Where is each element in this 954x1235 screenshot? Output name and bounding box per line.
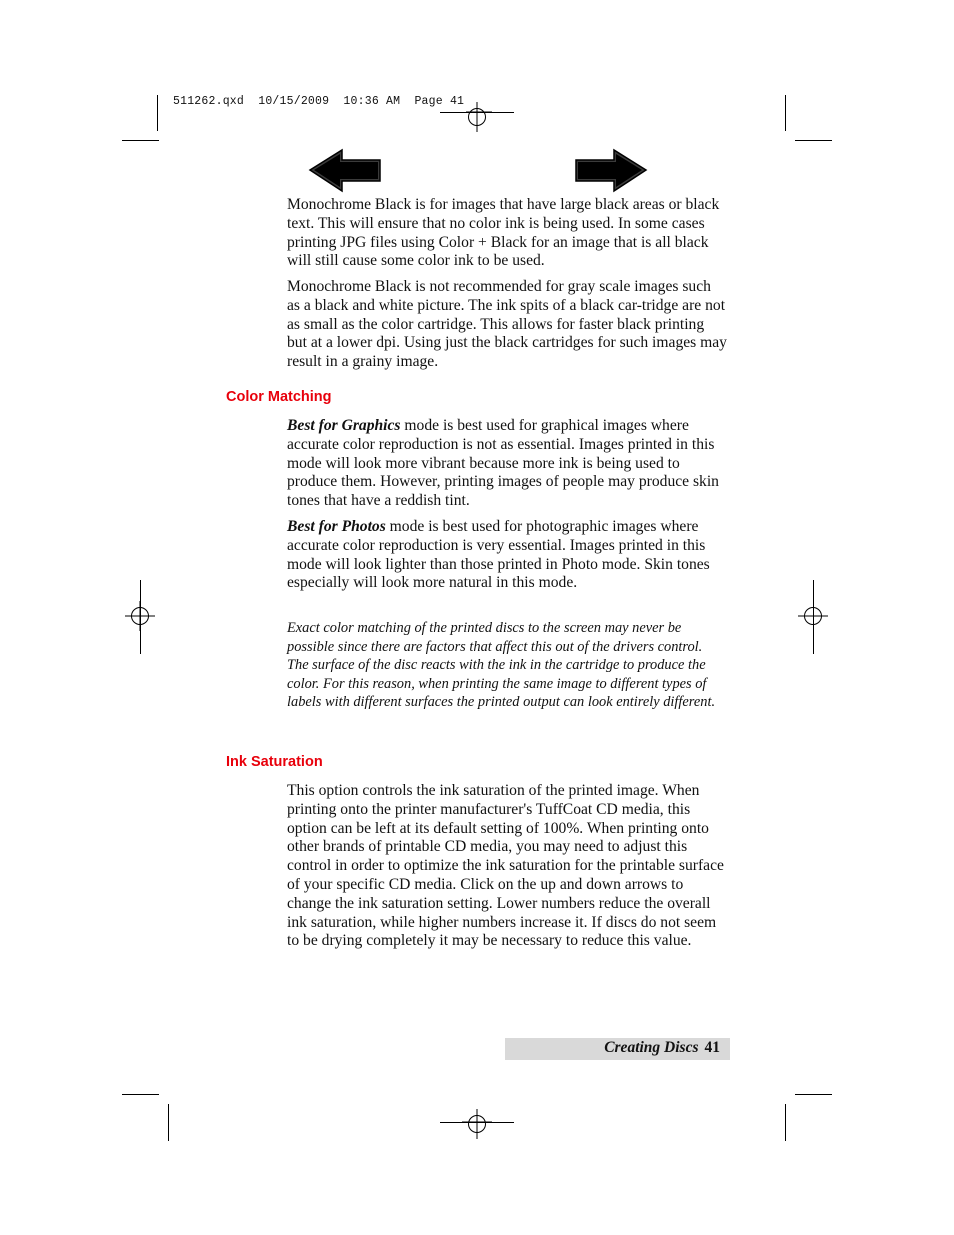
registration-line-top bbox=[440, 112, 514, 113]
registration-mark-bottom bbox=[462, 1109, 492, 1139]
registration-mark-top bbox=[462, 102, 492, 132]
crop-mark-bottom-right-h bbox=[795, 1094, 832, 1095]
crop-mark-bottom-left-v bbox=[168, 1104, 169, 1141]
crop-mark-top-left-h bbox=[122, 140, 159, 141]
crop-mark-top-right-h bbox=[795, 140, 832, 141]
best-for-graphics-text: mode is best used for graphical images where accurate color reproduction is not as essential. Images printed in this mode will look more vibrant because more ink is being used to produce them. However, printing images of people may produce skin tones that have a reddish tint. bbox=[287, 417, 719, 510]
monochrome-paragraph-1: Monochrome Black is for images that have large black areas or black text. This will ensure that no color ink is being used. In some cases printing JPG files using Color + Black for an image that is all black will still cause some color ink to be used. bbox=[287, 196, 720, 270]
page-number: 41 bbox=[704, 1039, 720, 1056]
page-footer bbox=[505, 1038, 730, 1060]
best-for-photos-paragraph bbox=[287, 518, 727, 593]
best-for-graphics-term: Best for Graphics bbox=[287, 417, 401, 434]
slug-line: 511262.qxd 10/15/2009 10:36 AM Page 41 bbox=[173, 95, 465, 108]
color-matching-note: Exact color matching of the printed discs to the screen may never be possible since there are factors that affect this out of the drivers control. The surface of the disc reacts with the ink in the cartridge to produce the color. For this reason, when printing the same image to different types of labels with different surfaces the printed output can look entirely different. bbox=[287, 620, 716, 711]
best-for-photos-term: Best for Photos bbox=[287, 518, 386, 535]
registration-line-left bbox=[140, 580, 141, 654]
registration-line-bottom bbox=[440, 1122, 514, 1123]
registration-line-right bbox=[813, 580, 814, 654]
crop-mark-bottom-left-h bbox=[122, 1094, 159, 1095]
back-arrow-button[interactable] bbox=[308, 148, 382, 194]
ink-saturation-heading: Ink Saturation bbox=[226, 754, 323, 770]
ink-saturation-paragraph: This option controls the ink saturation of the printed image. When printing onto the printer manufacturer's TuffCoat CD media, this option can be left at its default setting of 100%. When printing onto other brands of printable CD media, you may need to adjust this control in order to optimize the ink saturation for the printable surface of your specific CD media. Click on the up and down arrows to change the ink saturation setting. Lower numbers reduce the overall ink saturation, while higher numbers increase it. If discs do not seem to be drying completely it may be necessary to reduce this value. bbox=[287, 782, 724, 950]
color-matching-heading: Color Matching bbox=[226, 389, 332, 405]
crop-mark-bottom-right-v bbox=[785, 1104, 786, 1141]
footer-section-title: Creating Discs bbox=[604, 1039, 699, 1056]
crop-mark-top-right-v bbox=[785, 95, 786, 131]
monochrome-paragraph-2: Monochrome Black is not recommended for gray scale images such as a black and white picture. The ink spits of a black car-tridge are not as small as the color cartridge. This allows for faster black printing but at a lower dpi. Using just the black cartridges for such images may result in a grainy image. bbox=[287, 278, 727, 371]
best-for-graphics-paragraph bbox=[287, 417, 727, 511]
crop-mark-top-left-v bbox=[157, 95, 158, 131]
best-for-photos-text: mode is best used for photographic images where accurate color reproduction is very essential. Images printed in this mode will look lighter than those printed in Photo mode. Skin tones especially will look more natural in this mode. bbox=[287, 518, 710, 592]
forward-arrow-button[interactable] bbox=[574, 148, 648, 194]
